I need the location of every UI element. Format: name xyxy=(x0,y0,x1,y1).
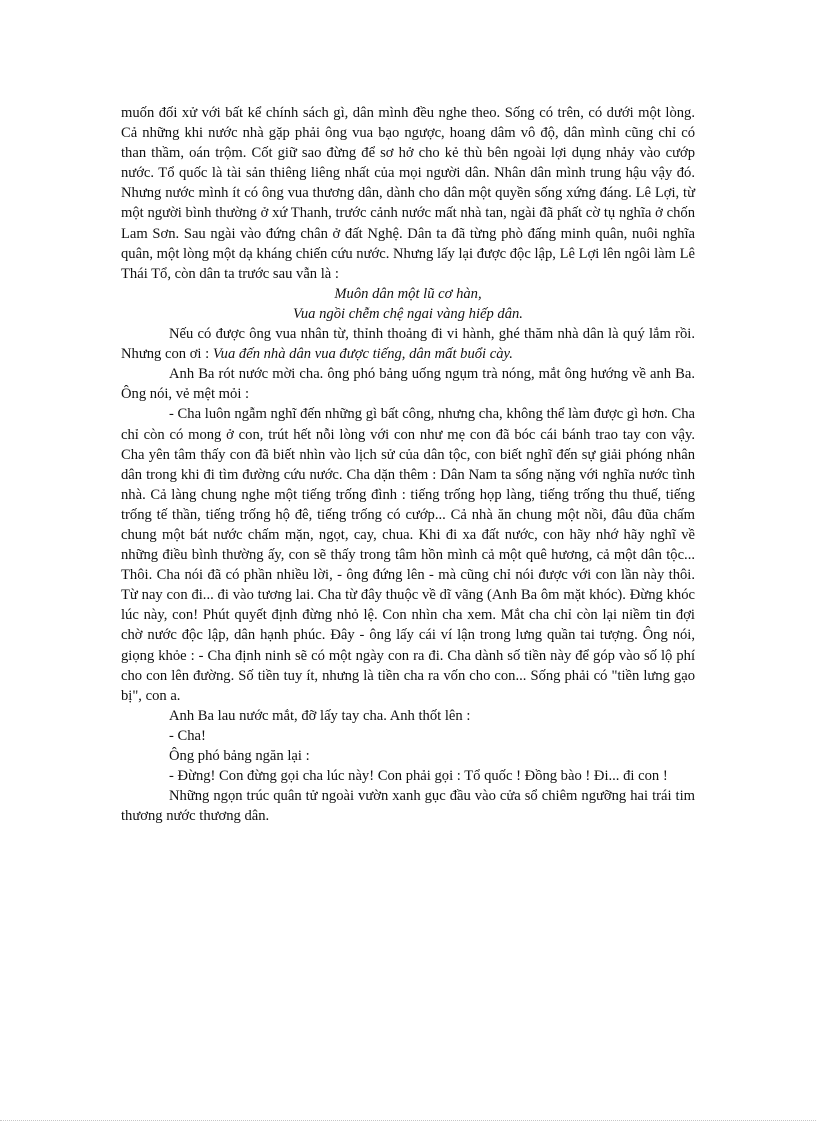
paragraph-2-text: Nếu có được ông vua nhân từ, thỉnh thoảng đi vi hành, ghé thăm nhà dân là quý lắm rồi. Nhưng con ơi : xyxy=(121,326,695,363)
page-bottom-border xyxy=(0,1120,816,1121)
document-body xyxy=(121,103,695,826)
paragraph-8: - Đừng! Con đừng gọi cha lúc này! Con phải gọi : Tổ quốc ! Đồng bào ! Đi... đi con ! xyxy=(169,768,668,785)
paragraph-7: Ông phó bảng ngăn lại : xyxy=(169,748,310,764)
poem-line-2: Vua ngồi chễm chệ ngai vàng hiếp dân. xyxy=(293,305,523,322)
paragraph-4: - Cha luôn ngẫm nghĩ đến những gì bất công, nhưng cha, không thể làm được gì hơn. Cha chỉ còn có mong ở con, trút hết nỗi lòng với con như mẹ con đã bóc cái bánh trao tay con vậy. Cha yên tâm thấy con đã biết nhìn vào lịch sử của dân tộc, con biết nghĩ đến sự giải phóng nhân dân trong khi đi tìm đường cứu nước. Cha dặn thêm : Dân Nam ta sống nặng với nghĩa nước tình nhà. Cả làng chung nghe một tiếng trống đình : tiếng trống họp làng, tiếng trống thu thuế, tiếng trống tế thần, tiếng trống hộ đê, tiếng trống có cướp... Cả nhà ăn chung một nồi, đâu đũa chấm chung một bát nước chấm mặn, ngọt, cay, chua. Khi đi xa đất nước, con hãy nhớ hãy nghĩ về những điều bình thường ấy, con sẽ thấy trong tâm hồn mình cả một quê hương, cả một dân tộc... Thôi. Cha nói đã có phần nhiều lời, - ông đứng lên - mà cũng chỉ nói được với con lần này thôi. Từ nay con đi... đi vào tương lai. Cha từ đây thuộc về dĩ vãng (Anh Ba ôm mặt khóc). Đừng khóc lúc này, con! Phút quyết định đừng nhỏ lệ. Con nhìn cha xem. Mắt cha chỉ còn lại niềm tin đợi chờ nước độc lập, dân hạnh phúc. Đây - ông lấy cái ví lận trong lưng quần tai tượng. Ông nói, giọng khỏe : - Cha định ninh sẽ có một ngày con ra đi. Cha dành số tiền này để góp vào số lộ phí cho con lên đường. Số tiền tuy ít, nhưng là tiền cha ra vốn cho con... Sống phải có "tiền lưng gạo bị", con a. xyxy=(121,406,695,704)
paragraph-5: Anh Ba lau nước mắt, đỡ lấy tay cha. Anh thốt lên : xyxy=(169,707,471,724)
paragraph-9: Những ngọn trúc quân tử ngoài vườn xanh gục đầu vào cửa sổ chiêm ngưỡng hai trái tim thương nước thương dân. xyxy=(121,788,695,825)
poem xyxy=(121,284,695,324)
paragraph-2-italic: Vua đến nhà dân vua được tiếng, dân mất buổi cày. xyxy=(212,346,513,363)
paragraph-1: muốn đối xử với bất kể chính sách gì, dân mình đều nghe theo. Sống có trên, có dưới một lòng. Cả những khi nước nhà gặp phải ông vua bạo ngược, hoang dâm vô độ, dân mình cũng chỉ có than thầm, oán trộm. Cốt giữ sao đừng để sơ hở cho kẻ thù bên ngoài lợi dụng nhảy vào cướp nước. Tổ quốc là tài sản thiêng liêng nhất của mọi người dân. Nhân dân mình trung hậu vậy đó. Nhưng nước mình ít có ông vua thương dân, dành cho dân một quyền sống xứng đáng. Lê Lợi, từ một người bình thường ở xứ Thanh, trước cảnh nước mất nhà tan, ngài đã phất cờ tụ nghĩa ở chốn Lam Sơn. Sau ngài vào đứng chân ở đất Nghệ. Dân ta đã từng phò đấng minh quân, nuôi nghĩa quân, một lòng một dạ kháng chiến cứu nước. Nhưng lấy lại được độc lập, Lê Lợi lên ngôi làm Lê Thái Tổ, còn dân ta trước sau vẫn là : xyxy=(121,105,695,282)
paragraph-2 xyxy=(121,324,695,364)
poem-line-1: Muôn dân một lũ cơ hàn, xyxy=(334,285,482,302)
paragraph-6: - Cha! xyxy=(169,727,206,744)
paragraph-3: Anh Ba rót nước mời cha. ông phó bảng uống ngụm trà nóng, mắt ông hướng về anh Ba. Ông nói, vẻ mệt mỏi : xyxy=(121,366,695,403)
